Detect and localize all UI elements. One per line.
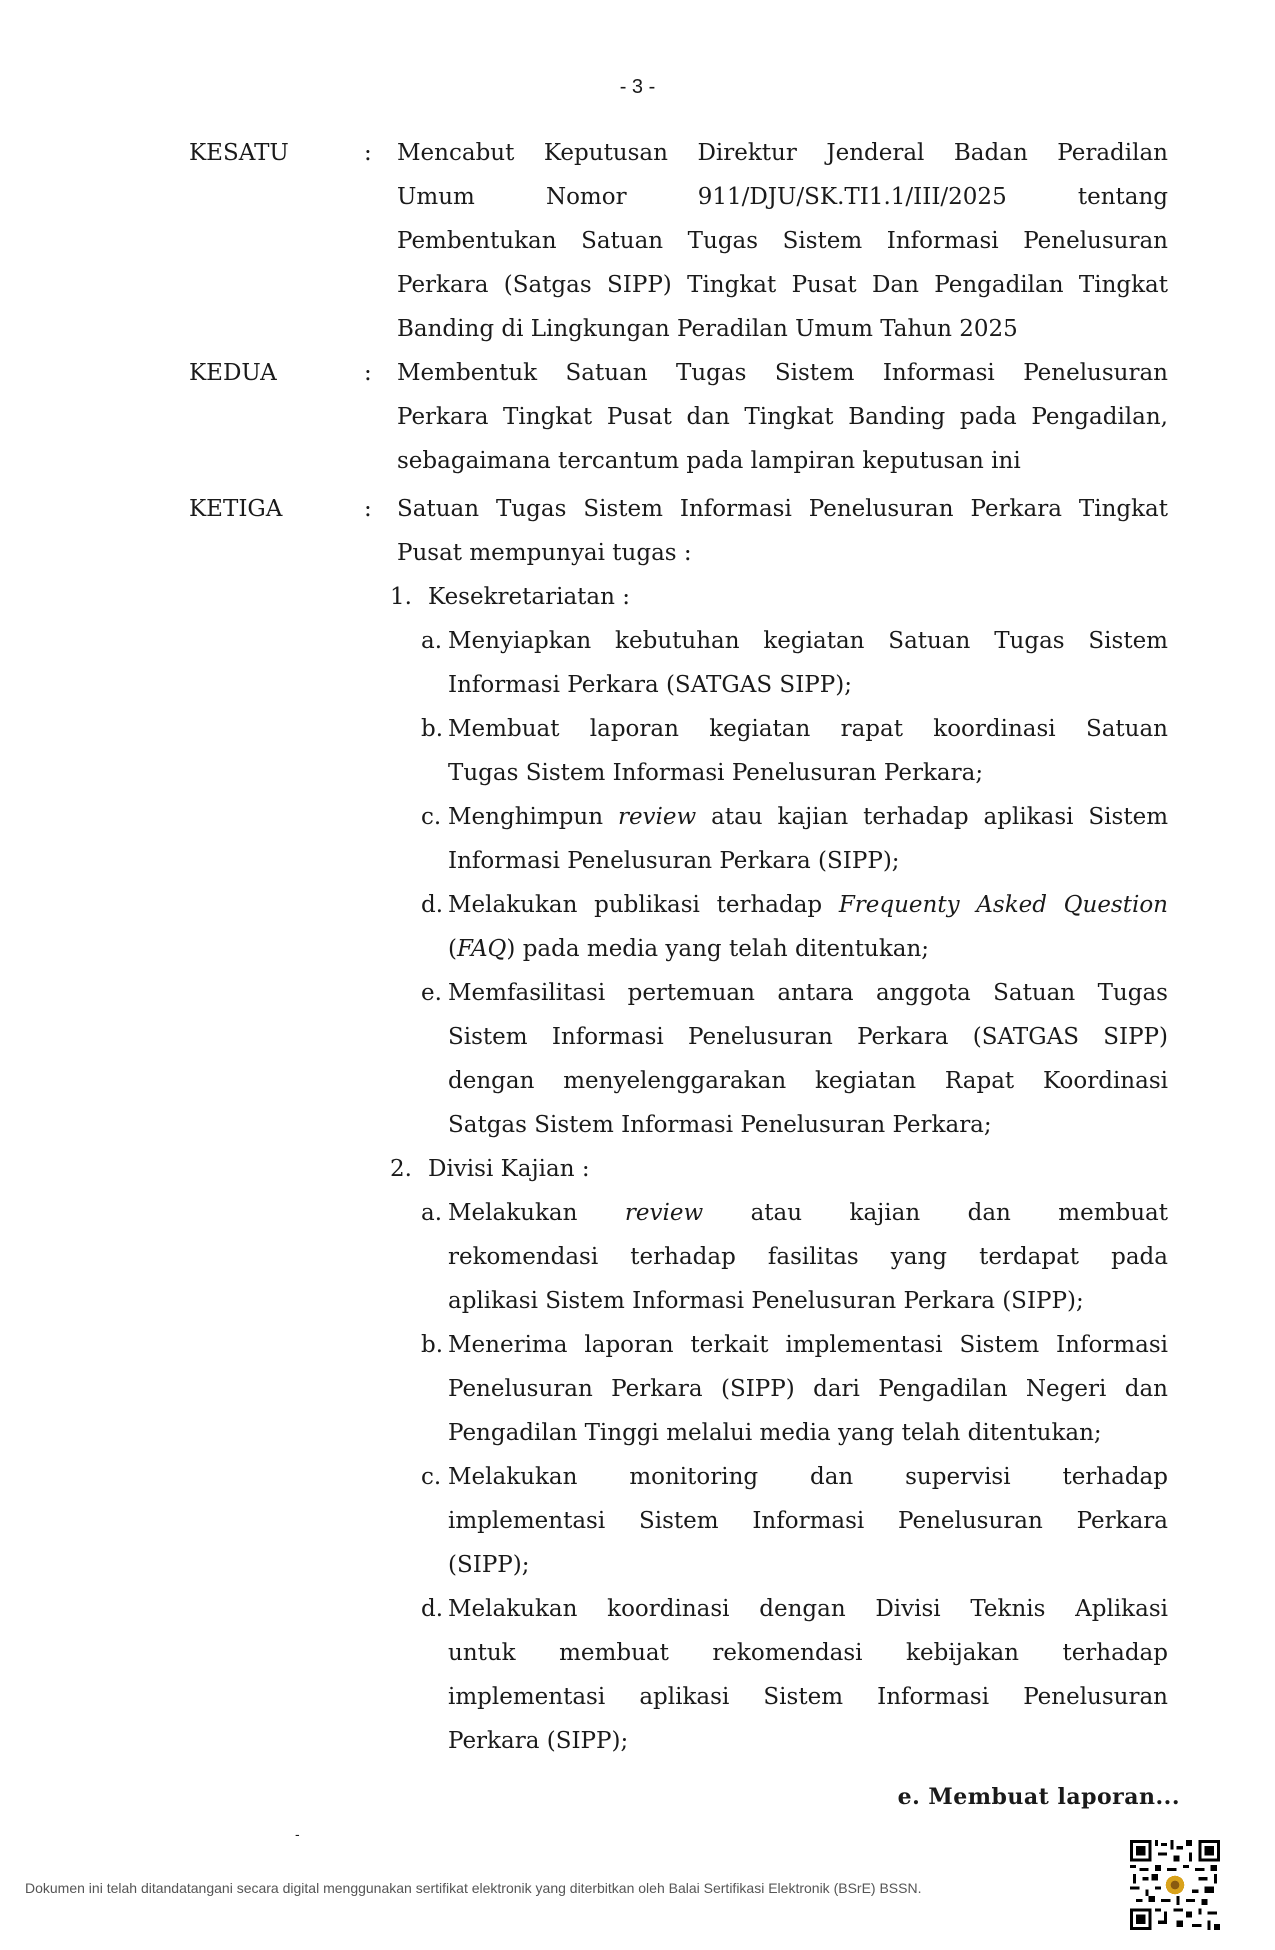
- text-line: Perkara (Satgas SIPP) Tingkat Pusat Dan Pengadilan Tingkat: [397, 272, 1168, 298]
- item-letter: a.: [421, 628, 443, 654]
- text-span: atau kajian dan membuat: [703, 1200, 1169, 1226]
- item-letter: c.: [421, 1464, 442, 1490]
- item-letter: c.: [421, 804, 442, 830]
- qr-code-icon: [1130, 1840, 1220, 1930]
- text-span: atau kajian terhadap aplikasi Sistem: [696, 804, 1169, 830]
- text-span: ) pada media yang telah ditentukan;: [506, 936, 930, 962]
- text-span: Melakukan: [448, 1200, 625, 1226]
- text-line: Melakukan monitoring dan supervisi terhadap: [448, 1464, 1168, 1490]
- text-line: aplikasi Sistem Informasi Penelusuran Perkara (SIPP);: [448, 1288, 1084, 1314]
- list-item: [448, 795, 1168, 883]
- text-line: Menyiapkan kebutuhan kegiatan Satuan Tugas Sistem: [448, 628, 1168, 654]
- colon: :: [364, 496, 372, 522]
- text-line: Tugas Sistem Informasi Penelusuran Perkara;: [448, 760, 984, 786]
- text-line: Mencabut Keputusan Direktur Jenderal Badan Peradilan: [397, 140, 1168, 166]
- text-line: Informasi Penelusuran Perkara (SIPP);: [448, 848, 900, 874]
- text-span: Menghimpun: [448, 804, 618, 830]
- text-line: Sistem Informasi Penelusuran Perkara (SATGAS SIPP): [448, 1024, 1168, 1050]
- list-item: [448, 1323, 1168, 1455]
- text-line: implementasi aplikasi Sistem Informasi Penelusuran: [448, 1684, 1168, 1710]
- text-line: Pengadilan Tinggi melalui media yang telah ditentukan;: [448, 1420, 1102, 1446]
- list-title: Divisi Kajian :: [428, 1156, 590, 1182]
- section-body: [397, 131, 1168, 351]
- item-letter: a.: [421, 1200, 443, 1226]
- item-letter: b.: [421, 716, 444, 742]
- item-letter: e.: [421, 980, 442, 1006]
- text-line: Umum Nomor 911/DJU/SK.TI1.1/III/2025 tentang: [397, 184, 1168, 210]
- text-line: Melakukan koordinasi dengan Divisi Teknis Aplikasi: [448, 1596, 1168, 1622]
- text-span: (: [448, 936, 457, 962]
- text-line: Membentuk Satuan Tugas Sistem Informasi Penelusuran: [397, 360, 1168, 386]
- text-line: untuk membuat rekomendasi kebijakan terhadap: [448, 1640, 1168, 1666]
- text-line: implementasi Sistem Informasi Penelusuran Perkara: [448, 1508, 1168, 1534]
- italic-term: review: [624, 1200, 704, 1226]
- text-line: (SIPP);: [448, 1552, 530, 1578]
- text-line: Perkara Tingkat Pusat dan Tingkat Banding pada Pengadilan,: [397, 404, 1168, 430]
- list-item: [448, 1455, 1168, 1587]
- list-item: [448, 1587, 1168, 1763]
- text-line: dengan menyelenggarakan kegiatan Rapat Koordinasi: [448, 1068, 1168, 1094]
- text-line: Banding di Lingkungan Peradilan Umum Tahun 2025: [397, 316, 1018, 342]
- text-line: [448, 1191, 1168, 1235]
- text-line: Satuan Tugas Sistem Informasi Penelusuran Perkara Tingkat: [397, 496, 1168, 522]
- italic-term: Frequenty Asked Question: [838, 892, 1168, 918]
- section-body: [397, 487, 1168, 575]
- text-span: Melakukan publikasi terhadap: [448, 892, 839, 918]
- list-title: Kesekretariatan :: [428, 584, 630, 610]
- colon: :: [364, 360, 372, 386]
- text-line: [448, 927, 1168, 971]
- list-item: [448, 883, 1168, 971]
- text-line: [448, 883, 1168, 927]
- text-line: sebagaimana tercantum pada lampiran keputusan ini: [397, 448, 1021, 474]
- section-label: KESATU: [189, 140, 289, 166]
- list-number: 1.: [390, 584, 412, 610]
- section-body: [397, 351, 1168, 483]
- italic-term: review: [617, 804, 697, 830]
- item-letter: b.: [421, 1332, 444, 1358]
- list-number: 2.: [390, 1156, 412, 1182]
- text-line: Pusat mempunyai tugas :: [397, 540, 692, 566]
- text-line: rekomendasi terhadap fasilitas yang terdapat pada: [448, 1244, 1168, 1270]
- text-line: Pembentukan Satuan Tugas Sistem Informasi Penelusuran: [397, 228, 1168, 254]
- item-letter: d.: [421, 892, 444, 918]
- list-item: [448, 971, 1168, 1147]
- list-item: [448, 1191, 1168, 1323]
- section-label: KETIGA: [189, 496, 283, 522]
- continuation-text: e. Membuat laporan...: [897, 1784, 1180, 1810]
- text-line: Informasi Perkara (SATGAS SIPP);: [448, 672, 852, 698]
- text-line: Memfasilitasi pertemuan antara anggota Satuan Tugas: [448, 980, 1168, 1006]
- text-line: Penelusuran Perkara (SIPP) dari Pengadilan Negeri dan: [448, 1376, 1168, 1402]
- text-line: Satgas Sistem Informasi Penelusuran Perkara;: [448, 1112, 992, 1138]
- text-line: Menerima laporan terkait implementasi Sistem Informasi: [448, 1332, 1168, 1358]
- text-line: Membuat laporan kegiatan rapat koordinasi Satuan: [448, 716, 1168, 742]
- page-number: - 3 -: [619, 76, 656, 98]
- list-item: [448, 619, 1168, 707]
- footer-dash: -: [295, 1826, 300, 1842]
- text-line: [448, 795, 1168, 839]
- section-label: KEDUA: [189, 360, 277, 386]
- item-letter: d.: [421, 1596, 444, 1622]
- list-item: [448, 707, 1168, 795]
- colon: :: [364, 140, 372, 166]
- italic-term: FAQ: [456, 936, 507, 962]
- text-line: Perkara (SIPP);: [448, 1728, 629, 1754]
- digital-signature-notice: Dokumen ini telah ditandatangani secara digital menggunakan sertifikat elektronik yang diterbitkan oleh Balai Sertifikasi Elektronik (BSrE) BSSN.: [25, 1880, 922, 1896]
